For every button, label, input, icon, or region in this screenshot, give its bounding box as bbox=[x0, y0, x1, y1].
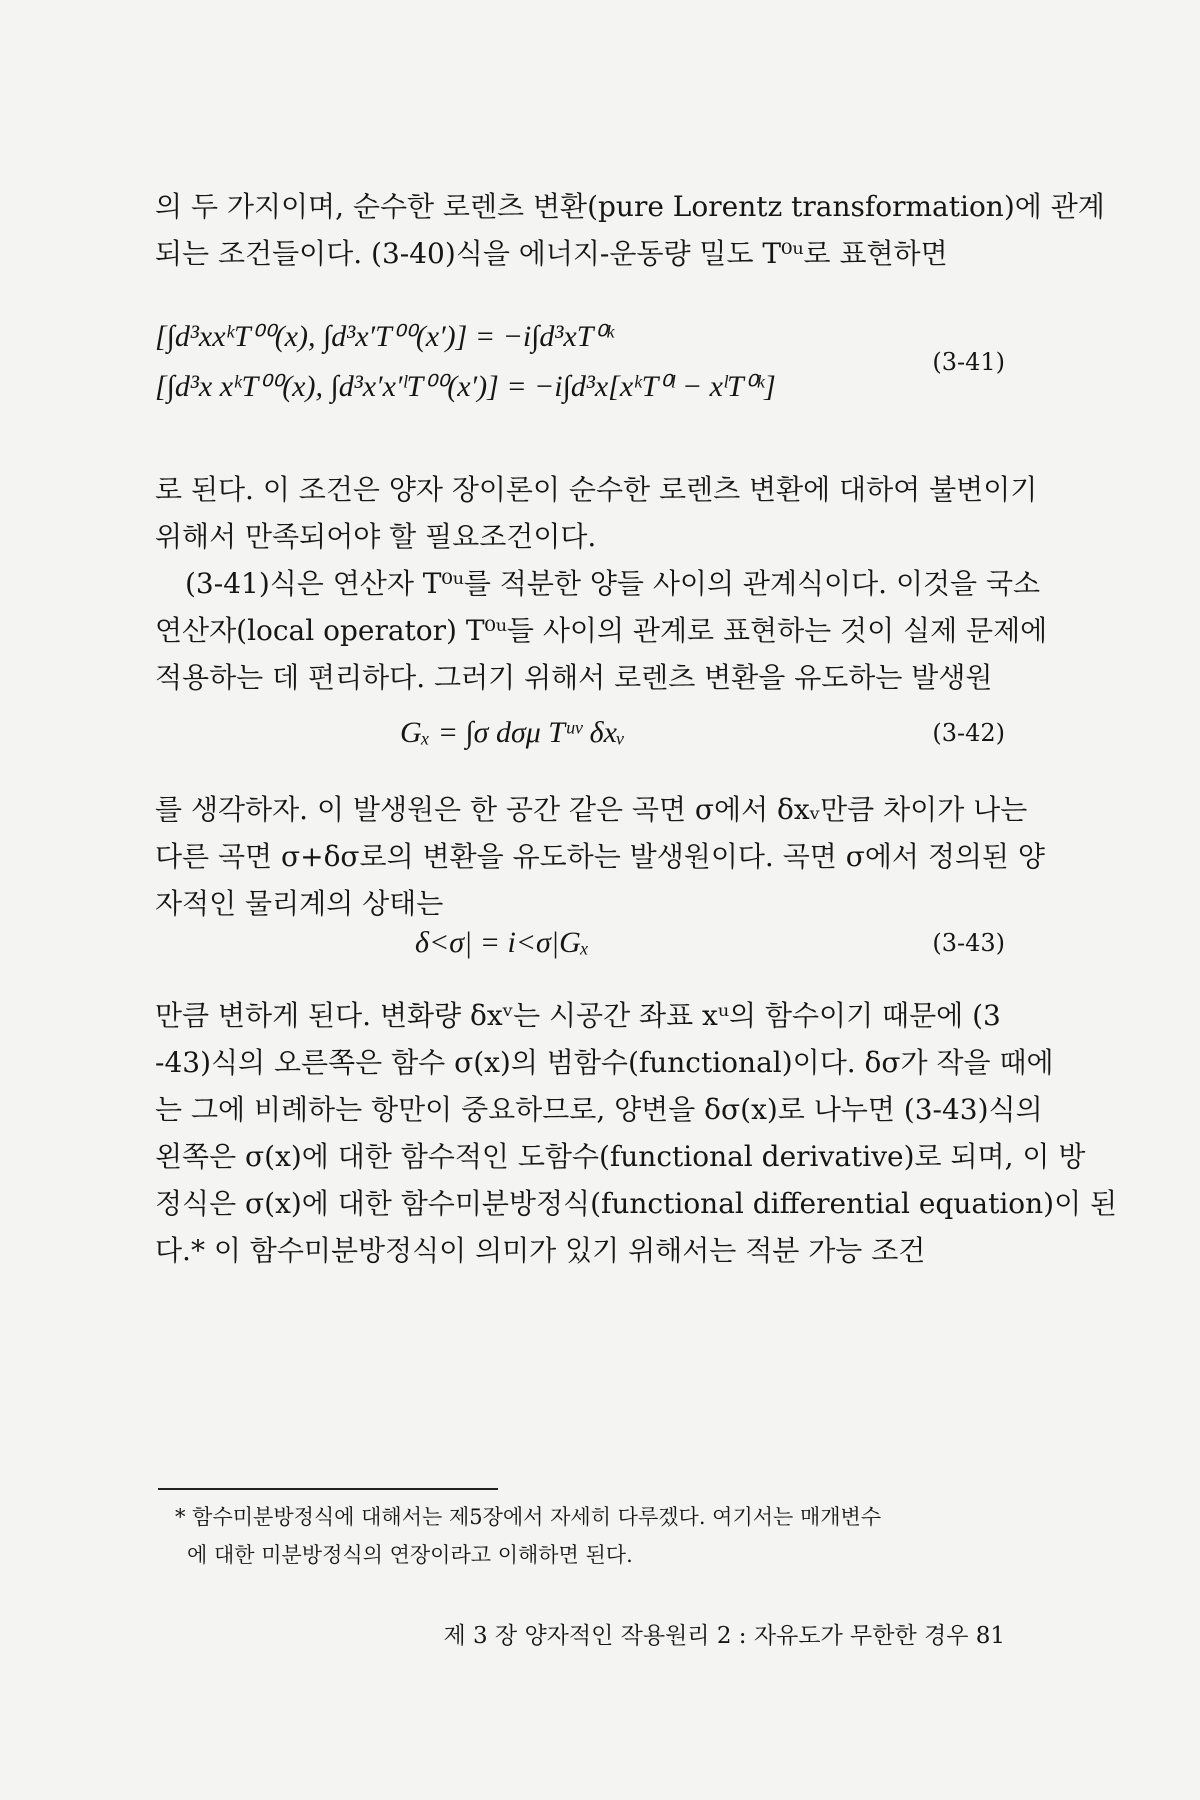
equation-expression: [∫d³xxᵏT⁰⁰(x), ∫d³x′T⁰⁰(x′)] = −i∫d³xT⁰ᵏ bbox=[155, 320, 614, 353]
text-line: 자적인 물리계의 상태는 bbox=[155, 887, 444, 920]
equation-3-42 bbox=[155, 708, 1005, 758]
equation-number: (3-42) bbox=[932, 719, 1005, 747]
equation-number: (3-43) bbox=[932, 929, 1005, 957]
equation-3-43 bbox=[155, 918, 1005, 968]
text-line: 를 생각하자. 이 발생원은 한 공간 같은 곡면 σ에서 δxᵥ만큼 차이가 나는 bbox=[155, 793, 1028, 826]
equation-expression: [∫d³x xᵏT⁰⁰(x), ∫d³x′x′ˡT⁰⁰(x′)] = −i∫d³x[xᵏT⁰ˡ − xˡT⁰ᵏ] bbox=[155, 370, 776, 403]
text-line: -43)식의 오른쪽은 함수 σ(x)의 범함수(functional)이다. δσ가 작을 때에 bbox=[155, 1046, 1054, 1079]
text-line: 의 두 가지이며, 순수한 로렌츠 변환(pure Lorentz transformation)에 관계 bbox=[155, 190, 1105, 223]
equation-3-41-number-row bbox=[155, 337, 1005, 387]
footnote-divider bbox=[158, 1488, 498, 1490]
text-line: 만큼 변하게 된다. 변화량 δxᵛ는 시공간 좌표 xᵘ의 함수이기 때문에 (3 bbox=[155, 999, 1001, 1032]
text-line: 로 된다. 이 조건은 양자 장이론이 순수한 로렌츠 변환에 대하여 불변이기 bbox=[155, 473, 1038, 506]
running-footer: 제 3 장 양자적인 작용원리 2 : 자유도가 무한한 경우 81 bbox=[443, 1623, 1005, 1649]
paragraph-conditions bbox=[155, 466, 1048, 701]
equation-number: (3-41) bbox=[932, 348, 1005, 376]
text-line: 되는 조건들이다. (3-40)식을 에너지-운동량 밀도 T⁰ᵘ로 표현하면 bbox=[155, 237, 948, 270]
text-line: 왼쪽은 σ(x)에 대한 함수적인 도함수(functional derivative)로 되며, 이 방 bbox=[155, 1140, 1086, 1173]
equation-expression: δ<σ| = i<σ|Gₓ bbox=[415, 926, 590, 959]
text-line: 적용하는 데 편리하다. 그러기 위해서 로렌츠 변환을 유도하는 발생원 bbox=[155, 661, 993, 694]
paragraph-functional bbox=[155, 992, 1118, 1274]
footnote bbox=[175, 1498, 1005, 1574]
text-line: (3-41)식은 연산자 T⁰ᵘ를 적분한 양들 사이의 관계식이다. 이것을 국소 bbox=[185, 567, 1041, 600]
paragraph-intro bbox=[155, 183, 1105, 277]
text-line: 연산자(local operator) T⁰ᵘ들 사이의 관계로 표현하는 것이 실제 문제에 bbox=[155, 614, 1048, 647]
footnote-line: * 함수미분방정식에 대해서는 제5장에서 자세히 다루겠다. 여기서는 매개변수 bbox=[175, 1505, 882, 1529]
text-line: 다른 곡면 σ+δσ로의 변환을 유도하는 발생원이다. 곡면 σ에서 정의된 양 bbox=[155, 840, 1045, 873]
equation-expression: Gₓ = ∫σ dσμ Tᵘᵛ δxᵥ bbox=[400, 716, 626, 749]
text-line: 다.* 이 함수미분방정식이 의미가 있기 위해서는 적분 가능 조건 bbox=[155, 1234, 926, 1267]
footnote-line: 에 대한 미분방정식의 연장이라고 이해하면 된다. bbox=[187, 1543, 633, 1567]
text-line: 위해서 만족되어야 할 필요조건이다. bbox=[155, 520, 597, 553]
text-line: 는 그에 비례하는 항만이 중요하므로, 양변을 δσ(x)로 나누면 (3-43)식의 bbox=[155, 1093, 1043, 1126]
text-line: 정식은 σ(x)에 대한 함수미분방정식(functional differential equation)이 된 bbox=[155, 1187, 1118, 1220]
paragraph-generator bbox=[155, 786, 1045, 927]
